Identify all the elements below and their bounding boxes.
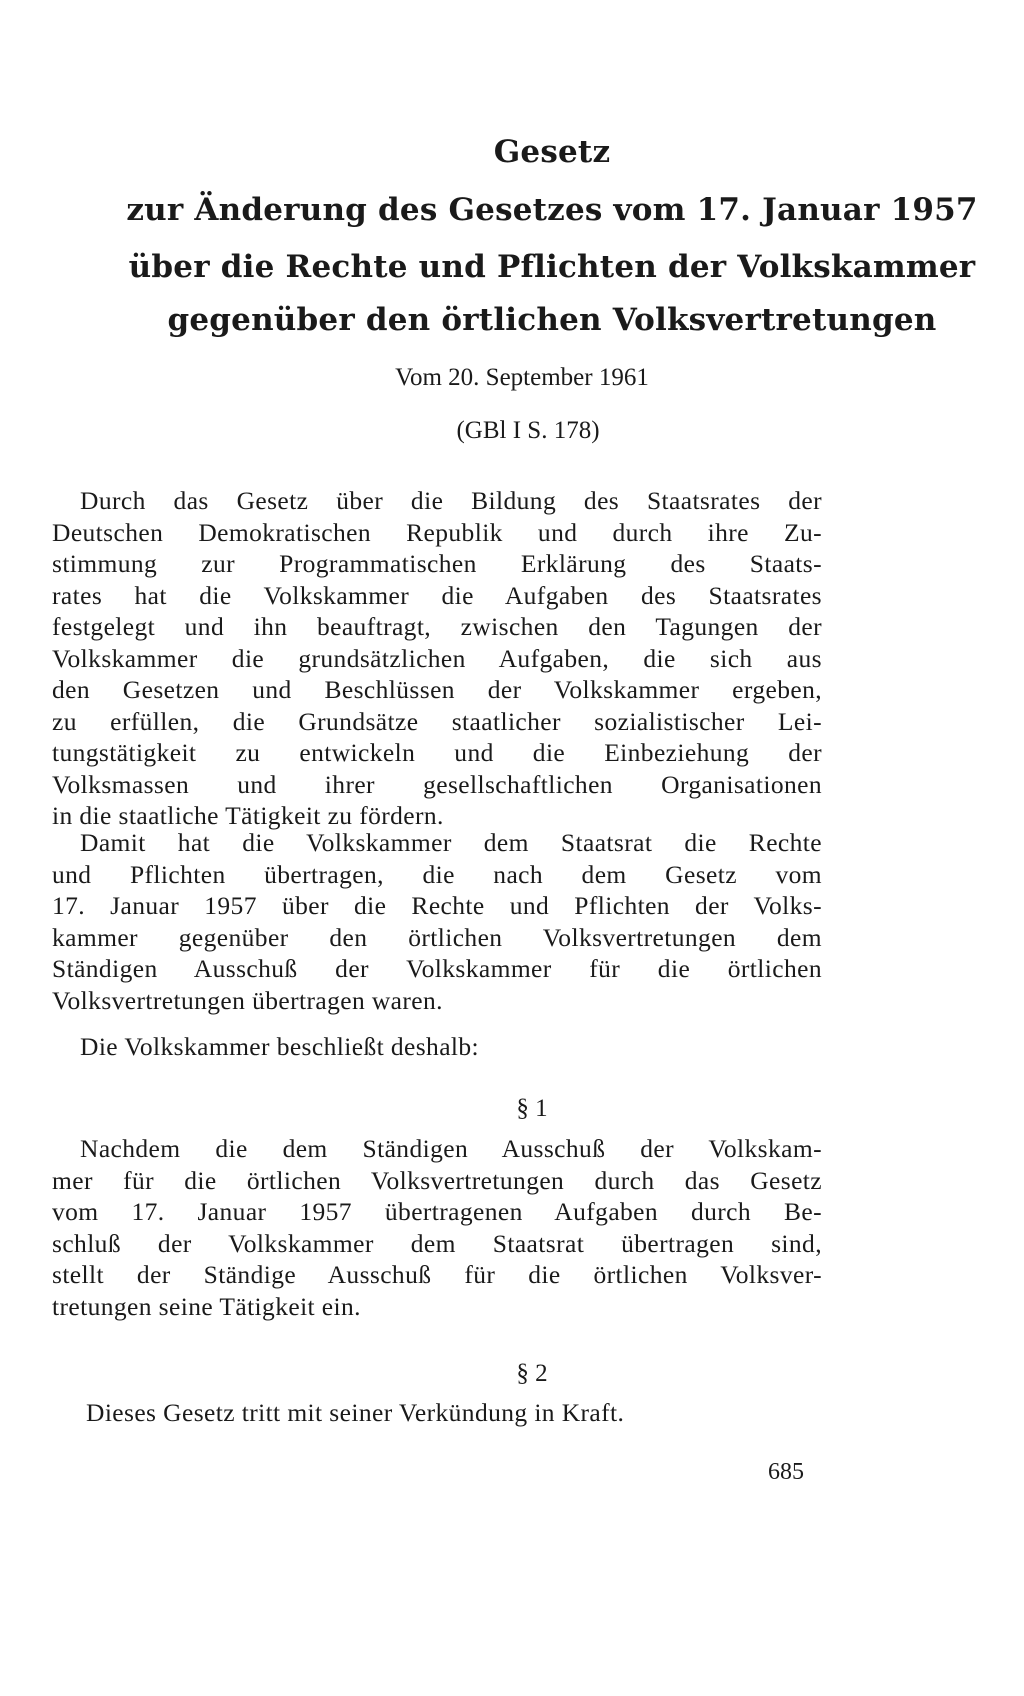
preamble-paragraph-1 xyxy=(52,485,822,832)
date-line: Vom 20. September 1961 xyxy=(395,364,649,391)
law-title-line-4: gegenüber den örtlichen Volksvertretungen xyxy=(167,302,937,338)
text-line: tretungen seine Tätigkeit ein. xyxy=(52,1291,361,1321)
text-line: in die staatliche Tätigkeit zu fördern. xyxy=(52,801,444,830)
text-line: Nachdem die dem Ständigen Ausschuß der Volkskam- xyxy=(80,1134,822,1163)
text-line: rates hat die Volkskammer die Aufgaben des Staatsrates xyxy=(52,580,822,610)
text-line: Volkskammer die grundsätzlichen Aufgaben, die sich aus xyxy=(52,643,822,673)
text-line: Die Volkskammer beschließt deshalb: xyxy=(80,1032,480,1061)
text-line: festgelegt und ihn beauftragt, zwischen den Tagungen der xyxy=(52,612,822,641)
text-line: Damit hat die Volkskammer dem Staatsrat die Rechte xyxy=(80,828,822,857)
text-line: Dieses Gesetz tritt mit seiner Verkündung in Kraft. xyxy=(86,1398,625,1427)
text-line: Durch das Gesetz über die Bildung des Staatsrates der xyxy=(80,486,822,515)
text-line: 17. Januar 1957 über die Rechte und Pflichten der Volks- xyxy=(52,891,822,920)
text-line: und Pflichten übertragen, die nach dem Gesetz vom xyxy=(52,859,822,889)
text-line: schluß der Volkskammer dem Staatsrat übertragen sind, xyxy=(52,1228,822,1258)
text-line: kammer gegenüber den örtlichen Volksvertretungen dem xyxy=(52,922,822,952)
text-line: stellt der Ständige Ausschuß für die örtlichen Volksver- xyxy=(52,1260,822,1289)
text-line: Deutschen Demokratischen Republik und durch ihre Zu- xyxy=(52,517,822,547)
text-line: stimmung zur Programmatischen Erklärung des Staats- xyxy=(52,549,822,578)
page-number: 685 xyxy=(768,1459,804,1485)
text-line: Ständigen Ausschuß der Volkskammer für die örtlichen xyxy=(52,954,822,983)
section-2-heading: § 2 xyxy=(516,1360,548,1387)
text-line: den Gesetzen und Beschlüssen der Volkskammer ergeben, xyxy=(52,675,822,704)
gazette-reference: (GBl I S. 178) xyxy=(456,417,600,444)
text-line: mer für die örtlichen Volksvertretungen durch das Gesetz xyxy=(52,1165,822,1195)
section-1-text xyxy=(52,1133,822,1322)
text-line: Volksvertretungen übertragen waren. xyxy=(52,985,443,1015)
text-line: tungstätigkeit zu entwickeln und die Einbeziehung der xyxy=(52,738,822,767)
text-line: zu erfüllen, die Grundsätze staatlicher sozialistischer Lei- xyxy=(52,706,822,736)
resolution-statement xyxy=(80,1031,850,1063)
preamble-paragraph-2 xyxy=(52,827,822,1016)
text-line: vom 17. Januar 1957 übertragenen Aufgaben durch Be- xyxy=(52,1197,822,1226)
law-title-line-3: über die Rechte und Pflichten der Volkskammer xyxy=(128,249,976,285)
law-title-line-2: zur Änderung des Gesetzes vom 17. Januar 1957 xyxy=(126,192,978,228)
section-2-text xyxy=(86,1397,776,1429)
section-1-heading: § 1 xyxy=(516,1095,548,1122)
law-title: Gesetz xyxy=(493,134,611,170)
text-line: Volksmassen und ihrer gesellschaftlichen Organisationen xyxy=(52,769,822,799)
